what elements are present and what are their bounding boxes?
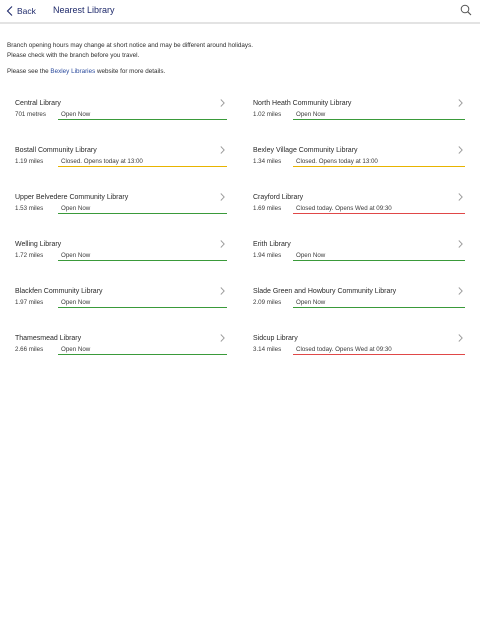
- library-status: Open Now: [296, 251, 326, 259]
- chevron-right-icon: [220, 146, 225, 154]
- library-distance: 3.14 miles: [253, 345, 282, 353]
- chevron-right-icon: [220, 334, 225, 342]
- status-indicator-bar: [58, 354, 227, 355]
- library-distance: 1.94 miles: [253, 251, 282, 259]
- library-card[interactable]: [15, 194, 227, 216]
- notice-text: Please see the: [7, 68, 51, 75]
- library-name: Sidcup Library: [253, 335, 298, 342]
- chevron-right-icon: [458, 99, 463, 107]
- library-card[interactable]: [15, 288, 227, 310]
- navigation-bar: [0, 0, 480, 24]
- library-distance: 1.72 miles: [15, 251, 44, 259]
- status-indicator-bar: [293, 307, 465, 308]
- status-indicator-bar: [58, 307, 227, 308]
- status-indicator-bar: [58, 213, 227, 214]
- bexley-libraries-link[interactable]: Bexley Libraries: [50, 68, 96, 75]
- status-indicator-bar: [58, 166, 227, 167]
- notice-text: website for more details.: [95, 68, 166, 75]
- library-name: Slade Green and Howbury Community Library: [253, 288, 397, 295]
- chevron-right-icon: [458, 334, 463, 342]
- notice-line-2: Please check with the branch before you travel.: [7, 51, 140, 59]
- library-card[interactable]: [253, 147, 465, 169]
- library-name: Bexley Village Community Library: [253, 147, 358, 154]
- search-icon[interactable]: [460, 4, 472, 16]
- library-status: Open Now: [296, 298, 326, 306]
- library-name: Upper Belvedere Community Library: [15, 194, 129, 201]
- library-card[interactable]: [253, 241, 465, 263]
- library-status: Closed. Opens today at 13:00: [61, 157, 143, 165]
- library-name: Erith Library: [253, 241, 291, 248]
- library-status: Closed. Opens today at 13:00: [296, 157, 378, 165]
- library-distance: 1.53 miles: [15, 204, 44, 212]
- library-card[interactable]: [253, 288, 465, 310]
- library-card[interactable]: [253, 335, 465, 357]
- opening-hours-notice: [7, 41, 467, 77]
- page-title: Nearest Library: [53, 5, 115, 15]
- back-button[interactable]: [6, 3, 36, 19]
- library-name: North Heath Community Library: [253, 100, 352, 107]
- library-status: Open Now: [296, 110, 326, 118]
- library-status: Open Now: [61, 298, 91, 306]
- chevron-left-icon: [6, 6, 13, 16]
- chevron-right-icon: [220, 240, 225, 248]
- library-status: Open Now: [61, 110, 91, 118]
- back-label: Back: [17, 6, 36, 16]
- status-indicator-bar: [293, 260, 465, 261]
- chevron-right-icon: [458, 146, 463, 154]
- status-indicator-bar: [58, 119, 227, 120]
- library-distance: 2.66 miles: [15, 345, 44, 353]
- chevron-right-icon: [458, 287, 463, 295]
- library-name: Crayford Library: [253, 194, 304, 201]
- chevron-right-icon: [458, 193, 463, 201]
- library-name: Blackfen Community Library: [15, 288, 103, 295]
- library-status: Open Now: [61, 251, 91, 259]
- library-status: Open Now: [61, 345, 91, 353]
- library-distance: 1.34 miles: [253, 157, 282, 165]
- status-indicator-bar: [293, 213, 465, 214]
- chevron-right-icon: [220, 193, 225, 201]
- library-card[interactable]: [15, 335, 227, 357]
- library-name: Welling Library: [15, 241, 62, 248]
- chevron-right-icon: [220, 99, 225, 107]
- library-distance: 1.97 miles: [15, 298, 44, 306]
- chevron-right-icon: [220, 287, 225, 295]
- library-card[interactable]: [15, 241, 227, 263]
- library-card[interactable]: [15, 147, 227, 169]
- library-name: Bostall Community Library: [15, 147, 97, 154]
- library-name: Thamesmead Library: [15, 335, 82, 342]
- status-indicator-bar: [58, 260, 227, 261]
- library-status: Closed today. Opens Wed at 09:30: [296, 204, 392, 212]
- status-indicator-bar: [293, 119, 465, 120]
- chevron-right-icon: [458, 240, 463, 248]
- status-indicator-bar: [293, 166, 465, 167]
- library-distance: 1.69 miles: [253, 204, 282, 212]
- library-status: Closed today. Opens Wed at 09:30: [296, 345, 392, 353]
- notice-line-3: [7, 67, 467, 77]
- library-distance: 1.02 miles: [253, 110, 282, 118]
- status-indicator-bar: [293, 354, 465, 355]
- library-name: Central Library: [15, 100, 61, 107]
- library-distance: 1.19 miles: [15, 157, 44, 165]
- library-distance: 701 metres: [15, 110, 46, 118]
- library-distance: 2.09 miles: [253, 298, 282, 306]
- library-card[interactable]: [253, 100, 465, 122]
- library-card[interactable]: [253, 194, 465, 216]
- library-status: Open Now: [61, 204, 91, 212]
- notice-line-1: Branch opening hours may change at short notice and may be different around holidays.: [7, 42, 253, 49]
- library-card[interactable]: [15, 100, 227, 122]
